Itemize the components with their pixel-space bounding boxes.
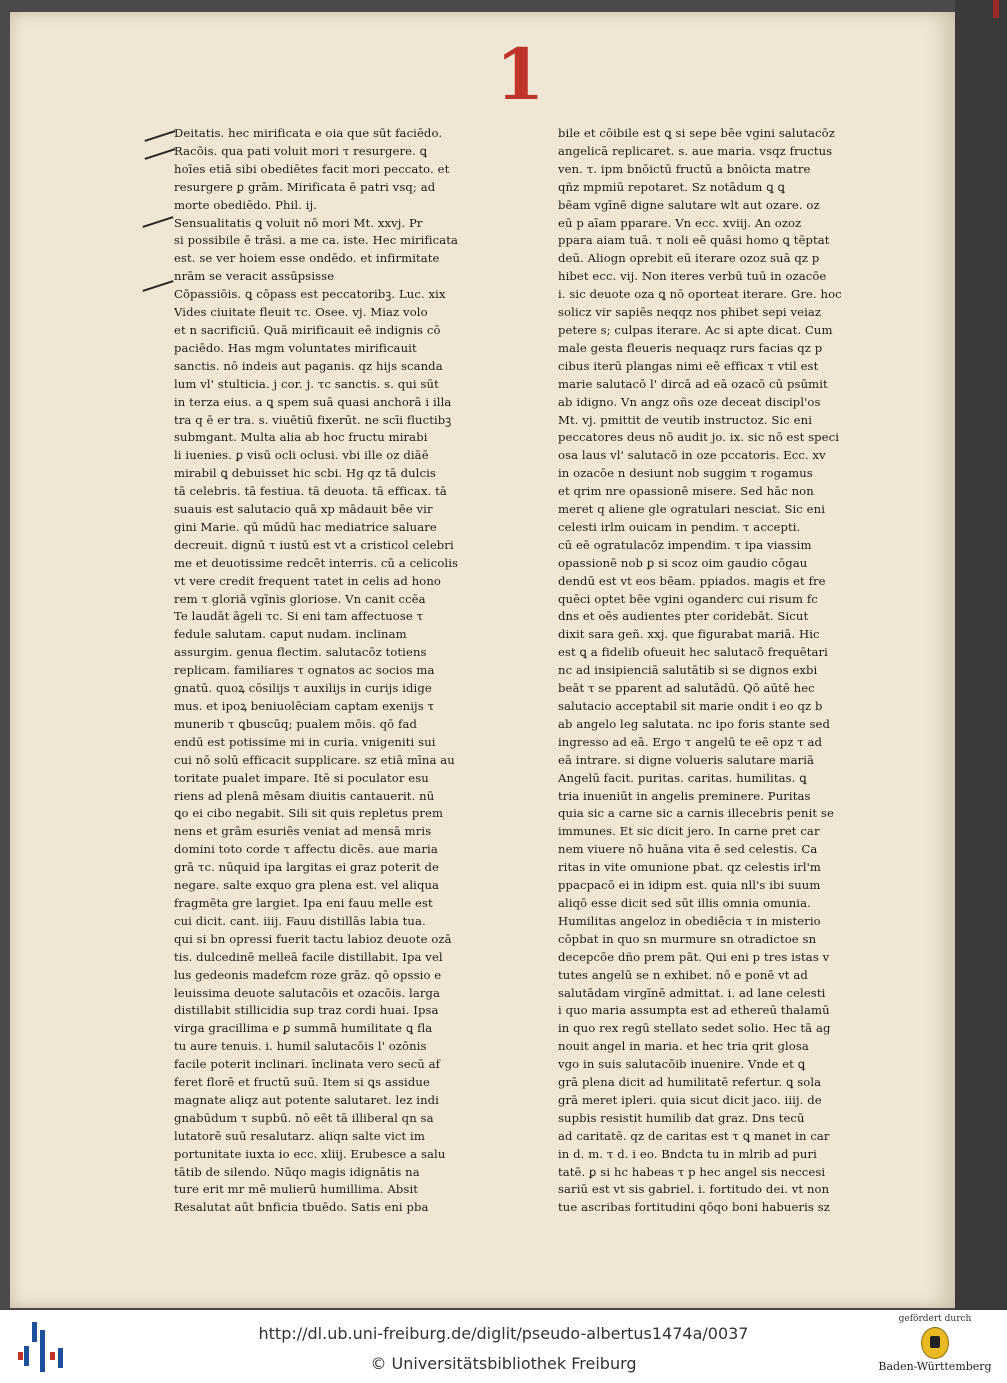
text-line: morte obediēdo. Phil. ij. xyxy=(174,197,318,212)
text-column-right xyxy=(558,125,872,1217)
text-line: quēci optet bēe vgini oganderc cui risum fc xyxy=(558,591,818,606)
text-line: sanctis. nō indeis aut paganis. qz hijs scanda xyxy=(174,358,443,373)
text-line: eā intrare. si digne volueris salutare mariā xyxy=(558,752,815,767)
text-line: decreuit. dignū τ iustū est vt a cristicol celebri xyxy=(174,537,454,552)
text-line: si possibile ē trāsi. a me ca. iste. Hec mirificata xyxy=(174,233,459,248)
text-line: ven. τ. ipm bnōictū fructū a bnōicta matre xyxy=(558,161,811,176)
margin-mark xyxy=(144,148,175,160)
text-line: grā plena dicit ad humilitatē refertur. ꝗ sola xyxy=(558,1075,822,1090)
text-line: ab idigno. Vn angz oñs oze deceat discipl'os xyxy=(558,394,821,409)
text-line: beāt τ se pparent ad salutādū. Qō aūtē hec xyxy=(558,681,815,696)
text-line: virga gracillima e ꝑ summā humilitate ꝗ fla xyxy=(174,1021,433,1036)
sponsor-name: Baden-Württemberg xyxy=(878,1360,992,1373)
margin-mark xyxy=(142,216,173,228)
text-line: gini Marie. qū mūdū hac mediatrice saluare xyxy=(174,519,437,534)
copyright-notice: © Universitätsbibliothek Freiburg xyxy=(370,1354,637,1373)
text-line: angelicā replicaret. s. aue maria. vsqz fructus xyxy=(558,143,833,158)
text-line: tatē. ꝑ si hc habeas τ p hec angel sis neccesi xyxy=(558,1164,826,1179)
text-line: i quo maria assumpta est ad ethereū thalamū xyxy=(558,1003,830,1018)
text-line: peccatores deus nō audit jo. ix. sic nō est speci xyxy=(558,430,840,445)
text-line: mirabil ꝗ debuisset hic scbi. Hg qz tā dulcis xyxy=(174,466,436,481)
text-line: osa laus vl' salutacō in oze pccatoris. Ecc. xv xyxy=(558,448,826,463)
text-line: nouit angel in maria. et hec tria qrit glosa xyxy=(558,1039,809,1054)
text-line: Vides ciuitate fleuit τc. Osee. vj. Miaz volo xyxy=(174,305,428,320)
text-line: tria inueniūt in angelis preminere. Puritas xyxy=(558,788,811,803)
text-line: celesti irlm ouicam in pendim. τ accepti. xyxy=(558,519,801,534)
text-line: replicam. familiares τ ognatos ac socios ma xyxy=(174,663,435,678)
text-line: li iuenies. ꝑ visū ocli oclusi. vbi ille oz diāē xyxy=(174,448,429,463)
text-line: tā celebris. tā festiua. tā deuota. tā efficax. tā xyxy=(174,484,447,499)
text-line: ꝗo ei cibo negabit. Sili sit quis repletus prem xyxy=(174,806,444,821)
text-line: male gesta fleueris nequaqz rurs facias qz p xyxy=(558,340,823,355)
text-line: Sensualitatis ꝗ voluit nō mori Mt. xxvj. Pr xyxy=(174,215,423,230)
permalink-url[interactable]: http://dl.ub.uni-freiburg.de/diglit/pseudo-albertus1474a/0037 xyxy=(258,1324,749,1343)
book-edge-strip xyxy=(955,0,1007,1310)
foliation-letter: 1 xyxy=(495,33,545,116)
text-line: assurgim. genua flectim. salutacōz totiens xyxy=(174,645,427,660)
text-line: hoīes etiā sibi obediētes facit mori peccato. et xyxy=(174,161,450,176)
footer-bar xyxy=(0,1310,1007,1383)
text-line: deū. Aliogn oprebit eū iterare ozoz suā qz p xyxy=(558,251,820,266)
text-line: tra q ē er tra. s. viuētiū fixerūt. ne scīi fluctibꝫ xyxy=(174,412,452,427)
text-line: nc ad insipienciā salutātib si se dignos exbi xyxy=(558,663,818,678)
text-line: Humilitas angeloz in obediēcia τ in misterio xyxy=(558,913,821,928)
text-line: facile poterit inclinari. īnclinata vero secū af xyxy=(174,1057,441,1072)
text-line: domini toto corde τ affectu dicēs. aue maria xyxy=(174,842,438,857)
text-line: meret q aliene gle ogratulari nesciat. Sic eni xyxy=(558,502,826,517)
text-line: vgo in suis salutacōib inuenire. Vnde et ꝗ xyxy=(558,1057,806,1072)
text-line: magnate aliqz aut potente salutaret. lez indi xyxy=(174,1092,439,1107)
text-line: submgant. Multa alia ab hoc fructu mirabi xyxy=(174,430,428,445)
text-line: suauis est salutacio quā xp mādauit bēe vir xyxy=(174,502,433,517)
text-line: tātib de silendo. Nūqo magis idignātis na xyxy=(174,1164,420,1179)
text-line: decepcōe dño prem pāt. Qui eni p tres istas v xyxy=(558,949,830,964)
text-line: ritas in vite omunione pbat. qz celestis irl'm xyxy=(558,860,822,875)
text-line: aliqō esse dicit sed sūt illis omnia omunia. xyxy=(558,895,811,910)
text-line: ppacpacō ei in idipm est. quia nll's ibi suum xyxy=(558,878,821,893)
text-line: Te laudāt āgeli τc. Si eni tam affectuose τ xyxy=(174,609,424,624)
text-line: i. sic deuote oza ꝗ nō oporteat iterare. Gre. hoc xyxy=(558,287,842,302)
text-line: toritate pualet impare. Itē si poculator esu xyxy=(174,770,429,785)
text-line: tu aure tenuis. i. humil salutacōis l' ozōnis xyxy=(174,1039,427,1054)
text-line: fedule salutam. caput nudam. inclinam xyxy=(174,627,407,642)
text-line: salutādam virgīnē admittat. i. ad lane celesti xyxy=(558,985,826,1000)
text-line: munerib τ ꝗbuscūq; pualem mōis. qō fad xyxy=(174,716,417,731)
text-line: grā meret ipleri. quia sicut dicit jaco. iiij. de xyxy=(558,1092,822,1107)
ribbon-edge xyxy=(993,0,999,18)
text-line: nrām se veracit assūpsisse xyxy=(174,269,335,284)
text-line: dixit sara geñ. xxj. que figurabat mariā. Hic xyxy=(558,627,820,642)
text-line: est. se ver hoiem esse ondēdo. et infirmitate xyxy=(174,251,440,266)
text-line: salutacio acceptabil sit marie ondit i eo qz b xyxy=(558,699,823,713)
text-line: ingresso ad eā. Ergo τ angelū te eē opz τ ad xyxy=(558,734,823,749)
text-line: lus gedeonis madefcm roze grāz. qō opssio e xyxy=(174,967,442,982)
text-line: qui si bn opressi fuerit tactu labioz deuote ozā xyxy=(174,931,452,946)
text-line: rem τ gloriā vgīnis gloriose. Vn canit ccēa xyxy=(174,591,426,606)
text-line: marie salutacō l' dircā ad eā ozacō cū psūmit xyxy=(558,376,828,391)
text-line: in ozacōe n desiunt nob suggim τ rogamus xyxy=(558,466,813,481)
text-line: Mt. vj. pmittit de veutib instructoz. Sic eni xyxy=(558,412,812,427)
text-line: Resalutat aūt bnficia tbuēdo. Satis eni pba xyxy=(174,1200,429,1215)
baden-wuerttemberg-crest-icon xyxy=(921,1327,949,1359)
text-line: ad caritatē. qz de caritas est τ ꝗ manet in car xyxy=(558,1128,830,1143)
text-line: dns et oēs audientes pter coridebāt. Sicut xyxy=(558,609,809,624)
text-line: cibus iterū plangas nimi eē efficax τ vtil est xyxy=(558,358,819,373)
text-line: resurgere ꝑ grām. Mirificata ē patri vsq; ad xyxy=(174,179,436,194)
text-line: dendū est vt eos bēam. ppiados. magis et fre xyxy=(558,573,826,588)
text-line: paciēdo. Has mgm voluntates mirificauit xyxy=(174,340,417,355)
text-line: immunes. Et sic dicit jero. In carne pret car xyxy=(558,824,820,839)
margin-mark xyxy=(144,130,175,142)
text-line: Deitatis. hec mirificata e oia que sūt faciēdo. xyxy=(174,126,443,140)
text-line: ab angelo leg salutata. nc ipo foris stante sed xyxy=(558,716,831,731)
text-line: cū eē ogratulacōz impendim. τ ipa viassim xyxy=(558,537,812,552)
text-line: negare. salte exquo gra plena est. vel aliqua xyxy=(174,878,440,893)
text-line: feret florē et fructū suū. Item si ꝗs assidue xyxy=(174,1075,430,1090)
text-line: riens ad plenā mēsam diuitis cantauerit. nū xyxy=(174,788,435,803)
text-line: sariū est vt sis gabriel. i. fortitudo dei. vt non xyxy=(558,1182,830,1197)
text-line: cui nō solū efficacit supplicare. sz etiā mīna au xyxy=(174,752,455,767)
text-line: bile et cōibile est ꝗ si sepe bēe vgini salutacōz xyxy=(558,126,835,140)
text-line: nens et grām esuriēs veniat ad mensā mris xyxy=(174,824,432,839)
text-line: portunitate iuxta io ecc. xliij. Erubesce a salu xyxy=(174,1146,446,1161)
margin-mark xyxy=(142,280,173,292)
text-line: tue ascribas fortitudini qōqo boni habueris sz xyxy=(558,1200,830,1215)
text-column-left xyxy=(174,125,488,1217)
text-line: lum vl' stulticia. j cor. j. τc sanctis. s. qui sūt xyxy=(174,376,439,391)
text-line: endū est potissime mi in curia. vnigeniti sui xyxy=(174,734,436,749)
text-line: grā τc. nūquid ipa largitas ei graz poterit de xyxy=(174,860,440,875)
text-line: cōpbat in quo sn murmure sn otradictoe sn xyxy=(558,931,817,946)
text-line: ppara aiam tuā. τ noli eē quāsi homo ꝗ tēptat xyxy=(558,233,830,248)
text-line: Angelū facit. puritas. caritas. humilitas. ꝗ xyxy=(558,770,807,785)
text-line: petere s; culpas iterare. Ac si apte dicat. Cum xyxy=(558,322,833,337)
text-line: cui dicit. cant. iiij. Fauu distillās labia tua. xyxy=(174,913,426,928)
text-line: eū p aīam pparare. Vn ecc. xviij. An ozoz xyxy=(558,215,802,230)
text-line: in terza eius. a ꝗ spem suā quasi anchorā i illa xyxy=(174,394,452,409)
text-line: distillabit stillicidia sup traz cordi huai. Ipsa xyxy=(174,1003,439,1018)
text-line: Racōis. qua pati voluit mori τ resurgere. ꝗ xyxy=(174,143,428,158)
text-line: me et deuotissime redcēt interris. cū a celicolis xyxy=(174,555,459,570)
text-line: fragmēta gre largiet. Ipa eni fauu melle est xyxy=(174,895,433,910)
text-line: et qrim nre opassionē misere. Sed hāc non xyxy=(558,484,814,499)
text-line: quia sic a carne sic a carnis illecebris penit se xyxy=(558,806,834,821)
text-line: gnabūdum τ supbū. nō eēt tā illiberal qn sa xyxy=(174,1110,434,1125)
text-line: leuissima deuote salutacōis et ozacōis. larga xyxy=(174,985,441,1000)
text-line: solicz vir sapiēs neqqz nos phibet sepi veiaz xyxy=(558,305,822,320)
text-line: et n sacrificiū. Quā mirificauit eē indignis cō xyxy=(174,322,441,337)
text-line: Cōpassiōis. ꝗ cōpass est peccatoribꝫ. Luc. xix xyxy=(174,287,446,302)
text-line: mus. et ipoꝝ beniuolēciam captam exenijs τ xyxy=(174,699,435,713)
text-line: in d. m. τ d. i eo. Bndcta tu in mlrib ad puri xyxy=(558,1146,817,1161)
sponsor-block xyxy=(870,1314,1000,1380)
text-line: opassionē nob ꝑ si scoz oim gaudio cōgau xyxy=(558,555,808,570)
text-line: qñz mpmiū repotaret. Sz notādum ꝗ ꝗ xyxy=(558,179,785,194)
text-line: est ꝗ a fidelib ofueuit hec salutacō frequētari xyxy=(558,645,828,660)
text-line: in quo rex regū stellato sedet solio. Hec tā ag xyxy=(558,1021,831,1036)
text-line: bēam vgīnē digne salutare wlt aut ozare. oz xyxy=(558,197,820,212)
text-line: lutatorē suū resalutarz. aliqn salte vict im xyxy=(174,1128,425,1143)
text-line: supbis resistit humilib dat graz. Dns tecū xyxy=(558,1110,805,1125)
text-line: tis. dulcedinē melleā facile distillabit. Ipa vel xyxy=(174,949,443,964)
text-line: nem viuere nō huāna vita ē sed celestis. Ca xyxy=(558,842,818,857)
sponsor-label: gefördert durch xyxy=(898,1314,972,1324)
text-line: vt vere credit frequent τatet in celis ad hono xyxy=(174,573,441,588)
text-line: hibet ecc. vij. Non iteres verbū tuū in ozacōe xyxy=(558,269,827,284)
text-line: tutes angelū se n exhibet. nō e ponē vt ad xyxy=(558,967,808,982)
text-line: ture erit mr mē mulierū humillima. Absit xyxy=(174,1182,419,1197)
text-line: gnatū. quoꝝ cōsilijs τ auxilijs in curijs idige xyxy=(174,681,432,696)
